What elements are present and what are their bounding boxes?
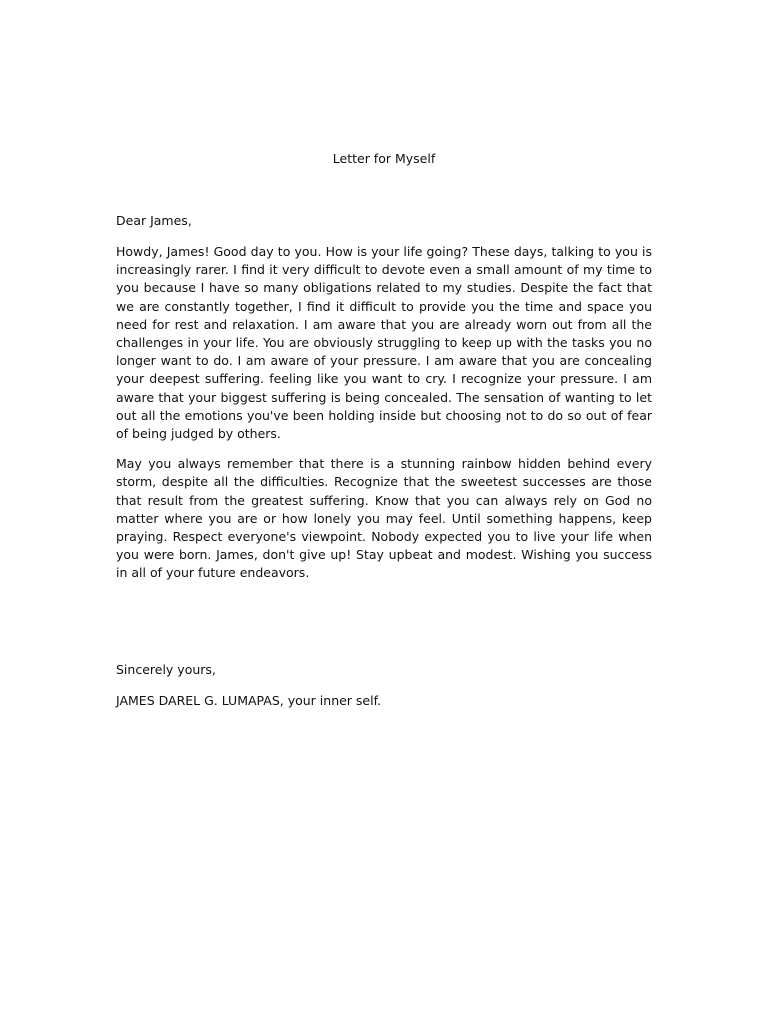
document-title: Letter for Myself bbox=[332, 151, 436, 166]
letter-paragraph-2: May you always remember that there is a stunning rainbow hidden behind every storm, despite all the difficulties. Recognize that the sweetest successes are those that result from the greatest suffering. Know that you can always rely on God no matter where you are or how lonely you may feel. Until something happens, keep praying. Respect everyone's viewpoint. Nobody expected you to live your life when you were born. James, don't give up! Stay upbeat and modest. Wishing you success in all of your future endeavors. bbox=[116, 456, 652, 581]
letter-paragraph-1: Howdy, James! Good day to you. How is your life going? These days, talking to you is increasingly rarer. I find it very difficult to devote even a small amount of my time to you because I have so many obligations related to my studies. Despite the fact that we are constantly together, I find it difficult to provide you the time and space you need for rest and relaxation. I am aware that you are already worn out from all the challenges in your life. You are obviously struggling to keep up with the tasks you no longer want to do. I am aware of your pressure. I am aware that you are concealing your deepest suffering. feeling like you want to cry. I recognize your pressure. I am aware that your biggest suffering is being concealed. The sensation of wanting to let out all the emotions you've been holding inside but choosing not to do so out of fear of being judged by others. bbox=[116, 244, 652, 442]
letter-body bbox=[116, 243, 652, 595]
letter-greeting: Dear James, bbox=[116, 213, 192, 228]
letter-closing: Sincerely yours, bbox=[116, 662, 216, 677]
letter-signature: JAMES DAREL G. LUMAPAS, your inner self. bbox=[116, 693, 382, 708]
